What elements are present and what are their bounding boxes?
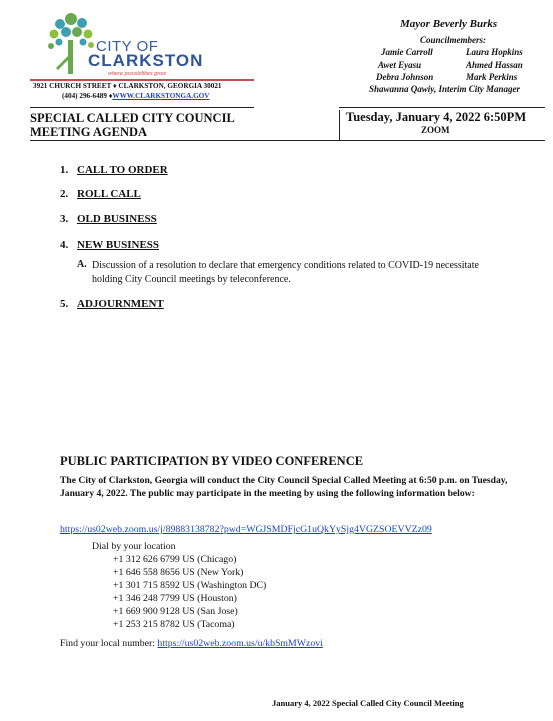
address-line: 3921 CHURCH STREET ♦ CLARKSTON, GEORGIA 30021 bbox=[33, 82, 222, 90]
agenda-number: 1. bbox=[60, 164, 69, 176]
phone-number: +1 346 248 7799 US (Houston) bbox=[113, 592, 237, 604]
logo-tagline: where possibilities grow bbox=[108, 71, 167, 77]
mayor-name: Mayor Beverly Burks bbox=[400, 18, 498, 30]
phone-number: +1 669 900 9128 US (San Jose) bbox=[113, 605, 238, 617]
title-divider bbox=[339, 110, 340, 140]
councilmember-name: Awet Eyasu bbox=[378, 60, 422, 70]
meeting-date: Tuesday, January 4, 2022 6:50PM bbox=[346, 110, 527, 124]
phone-number: +1 646 558 8656 US (New York) bbox=[113, 566, 244, 578]
contact-line bbox=[62, 92, 209, 100]
local-number-label: Find your local number: bbox=[60, 638, 158, 649]
agenda-number: 2. bbox=[60, 188, 69, 200]
councilmember-name: Mark Perkins bbox=[466, 72, 518, 82]
new-business-item-text: Discussion of a resolution to declare that emergency conditions related to COVID-19 necessitate holding City Council meetings by teleconference. bbox=[92, 260, 479, 285]
meeting-title-line1: SPECIAL CALLED CITY COUNCIL bbox=[30, 111, 235, 125]
zoom-meeting-link[interactable]: https://us02web.zoom.us/j/89883138782?pwd=WGJSMDFjcG1uQkYySjg4VGZSOEVVZz09 bbox=[60, 524, 432, 535]
meeting-title-line2: MEETING AGENDA bbox=[30, 125, 148, 139]
councilmember-name: Ahmed Hassan bbox=[466, 60, 523, 70]
phone-number: (404) 296-6489 ♦ bbox=[62, 92, 113, 100]
agenda-number: 5. bbox=[60, 298, 69, 310]
logo-name-text: CLARKSTON bbox=[88, 51, 204, 70]
logo-city-text: CITY OF bbox=[96, 38, 159, 55]
phone-list bbox=[113, 554, 266, 631]
header-rule-right bbox=[339, 107, 545, 108]
agenda-item-adjournment: ADJOURNMENT bbox=[77, 298, 164, 310]
agenda-item-old-business: OLD BUSINESS bbox=[77, 213, 157, 225]
phone-number: +1 301 715 8592 US (Washington DC) bbox=[113, 579, 267, 591]
dial-label: Dial by your location bbox=[92, 541, 176, 552]
participation-title: PUBLIC PARTICIPATION BY VIDEO CONFERENCE bbox=[60, 454, 364, 468]
new-business-letter: A. bbox=[77, 259, 87, 270]
councilmember-name: Jamie Carroll bbox=[381, 47, 433, 57]
agenda-item-roll-call: ROLL CALL bbox=[77, 188, 141, 200]
meeting-location: ZOOM bbox=[421, 125, 450, 135]
header-rule-left bbox=[30, 107, 254, 108]
phone-number: +1 312 626 6799 US (Chicago) bbox=[113, 554, 237, 565]
councilmember-name: Debra Johnson bbox=[376, 72, 434, 82]
councilmember-name: Laura Hopkins bbox=[466, 47, 523, 57]
website-link[interactable]: WWW.CLARKSTONGA.GOV bbox=[112, 92, 210, 100]
logo-underline bbox=[30, 79, 254, 81]
page-footer: January 4, 2022 Special Called City Council Meeting bbox=[272, 698, 464, 708]
title-bottom-rule bbox=[30, 140, 545, 141]
agenda-number: 4. bbox=[60, 239, 69, 251]
phone-number: +1 253 215 8782 US (Tacoma) bbox=[113, 618, 235, 630]
city-manager-name: Shawanna Qawiy, Interim City Manager bbox=[369, 84, 520, 94]
councilmembers-label: Councilmembers: bbox=[420, 35, 487, 45]
agenda-item-call-to-order: CALL TO ORDER bbox=[77, 164, 168, 176]
local-number-link[interactable]: https://us02web.zoom.us/u/kbSmMWzovi bbox=[157, 638, 323, 649]
agenda-number: 3. bbox=[60, 213, 69, 225]
local-number-line bbox=[60, 638, 323, 649]
participation-body: The City of Clarkston, Georgia will conduct the City Council Special Called Meeting at 6:50 p.m. on Tuesday, January 4, 2022. The public may participate in the meeting by using the following information below: bbox=[60, 475, 508, 499]
agenda-item-new-business: NEW BUSINESS bbox=[77, 239, 160, 251]
